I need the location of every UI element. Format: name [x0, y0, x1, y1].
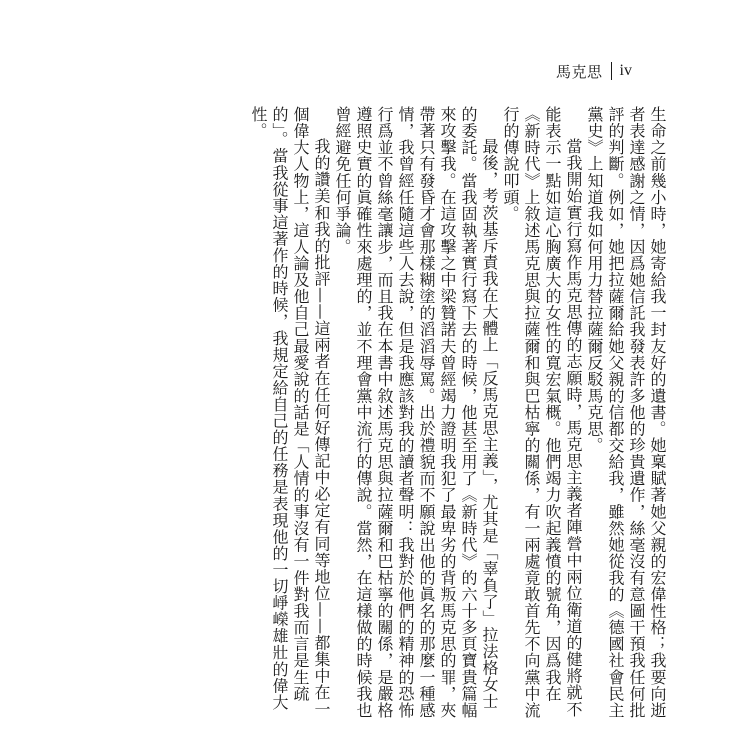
paragraph-2: 當我開始實行寫作馬克思傳的志願時，馬克思主義者陣營中兩位衛道的健將就不能表示一點如這心胸廣大的女性的寬宏氣概。他們竭力吹起義憤的號角，因爲我在《新時代》上敘述馬克思與拉薩爾和與巴枯寧的關係，有一兩處竟敢首先不向黨中流行的傳說叩頭。 — [501, 106, 583, 719]
paragraph-1: 生命之前幾小時，她寄給我一封友好的遺書。她稟賦著她父親的宏偉性格；我要向逝者表達感謝之情，因爲她信託我發表許多他的珍貴遺作，絲毫沒有意圖干預我任何批評的判斷。例如，她把拉薩爾給她父親的信都交給我，雖然她從我的《德國社會民主黨史》上知道我如何用力替拉薩爾反駁馬克思。 — [585, 106, 667, 719]
running-head — [556, 60, 632, 82]
page-number: iv — [619, 62, 632, 79]
running-head-divider — [611, 62, 612, 80]
running-head-title: 馬克思 — [556, 62, 603, 81]
paragraph-3: 最後，考茨基斥責我在大體上「反馬克思主義」，尤其是「辜負了」拉法格女士的委託。當我固執著實行寫下去的時候，他甚至用了《新時代》的六十多頁寶貴篇幅來攻擊我。在這攻擊之中梁贊諾夫曾經竭力證明我犯了最卑劣的背叛馬克思的罪，夾帶著只有發昏才會那樣糊塗的滔滔辱罵。出於禮貌而不願說出他的眞名的那麼一種感情，我曾經任隨這些人去說，但是我應該對我的讀者聲明：我對於他們的精神的恐怖行爲並不曾絲毫讓步，而且我在本書中敘述馬克思與拉薩爾和巴枯寧的關係，是嚴格遵照史實的眞確性來處理的，並不理會黨中流行的傳說。當然，在這樣做的時候我也曾經避免任何爭論。 — [333, 106, 499, 719]
paragraph-4: 我的讚美和我的批評——這兩者在任何好傳記中必定有同等地位——都集中在一個偉大人物上，這人論及他自己最愛說的話是「人情的事沒有一件對我而言是生疏的」。當我從事這著作的時候，我規定給自己的任務是表現他的一切崢嶸雄壯的偉大性。 — [249, 106, 331, 718]
body-text — [103, 106, 668, 721]
